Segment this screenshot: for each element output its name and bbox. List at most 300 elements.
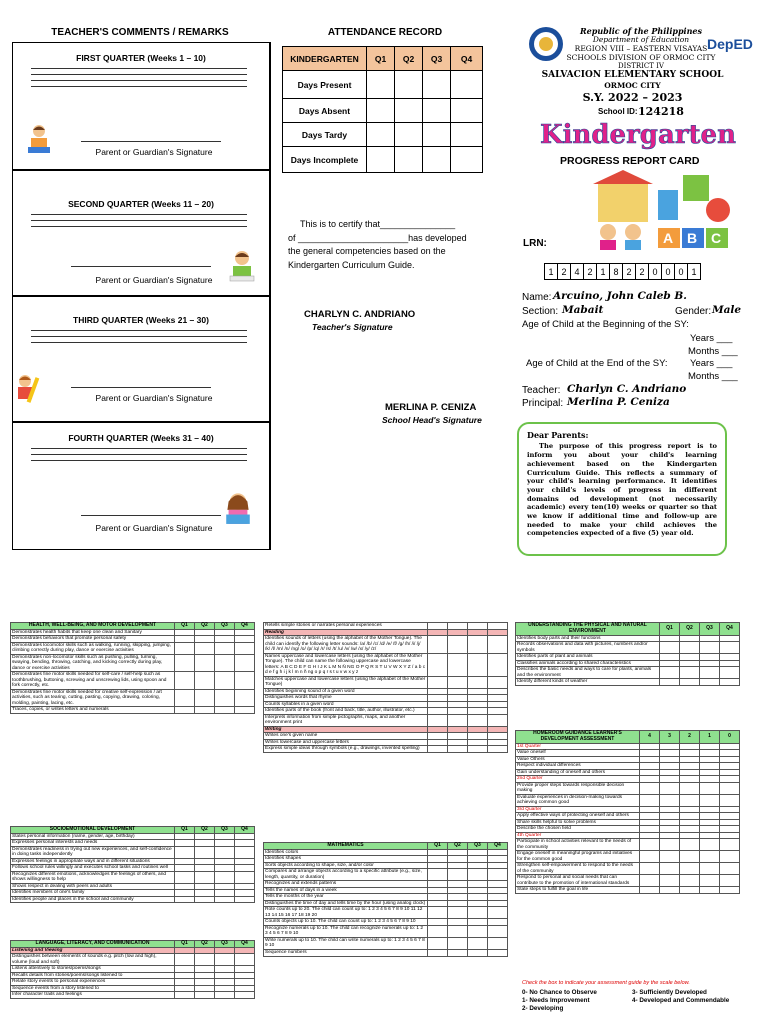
rating-cell[interactable] — [720, 839, 740, 851]
col-header: Q3 — [215, 827, 235, 834]
rating-cell[interactable] — [660, 851, 680, 863]
rating-cell[interactable] — [660, 839, 680, 851]
lrn-digit: 0 — [661, 263, 675, 280]
col-q1: Q1 — [367, 47, 395, 71]
lrn-digit: 0 — [648, 263, 662, 280]
col-header: Q3 — [215, 623, 235, 630]
rating-cell[interactable] — [680, 863, 700, 875]
rating-cell[interactable] — [428, 950, 448, 957]
math-table — [263, 842, 508, 957]
rating-cell[interactable] — [488, 714, 508, 726]
col-header: Q1 — [175, 827, 195, 834]
rating-cell[interactable] — [468, 950, 488, 957]
rating-cell[interactable] — [680, 679, 700, 686]
years-begin: Years ___ — [690, 333, 733, 344]
rating-cell[interactable] — [680, 794, 700, 806]
competency-item: Expresses personal interests and needs — [11, 840, 175, 847]
student-gender: Male — [712, 304, 742, 316]
competency-item: States personal information (name, gender, age, birthday) — [11, 833, 175, 840]
col-header: 2 — [680, 731, 700, 744]
rating-cell[interactable] — [235, 896, 255, 903]
attendance-corner: KINDERGARTEN — [283, 47, 367, 71]
col-header: 1 — [700, 731, 720, 744]
competency-item: Listens attentively to stories/poems/songs — [11, 966, 175, 973]
competency-item: Write numerals up to 10. The child can write numerals up to: 1 2 3 4 5 6 7 8 9 10 — [264, 937, 428, 949]
head-name: MERLINA P. CENIZA — [385, 402, 477, 413]
lrn-digit: 2 — [622, 263, 636, 280]
rating-cell[interactable] — [428, 925, 448, 937]
rating-cell[interactable] — [720, 851, 740, 863]
competency-item: Demonstrates behaviors that promote personal safety — [11, 636, 175, 643]
rating-cell[interactable] — [448, 714, 468, 726]
rating-cell[interactable] — [720, 642, 740, 654]
section-title: HEALTH, WELL-BEING, AND MOTOR DEVELOPMENT — [11, 623, 175, 630]
col-header: Q2 — [448, 843, 468, 850]
deped-seal-icon — [528, 26, 564, 62]
dear-parents-box — [517, 422, 727, 556]
scale-legend — [522, 989, 742, 1012]
rating-cell[interactable] — [215, 992, 235, 999]
competency-item: Value oneself — [516, 750, 640, 757]
principal-value: Merlina P. Ceniza — [567, 396, 670, 408]
competency-item: Identifies shapes — [264, 856, 428, 863]
subsection-label: Listening and Viewing — [11, 947, 175, 954]
rating-cell[interactable] — [700, 839, 720, 851]
col-header: Q2 — [680, 623, 700, 636]
competency-item: Recognizes different emotions, acknowledges the feelings of others, and shows willingness to help — [11, 871, 175, 883]
competency-item: Demonstrates fine motor skills needed for creative self-expression / art activities, such as tearing, cutting, pasting, copying, drawing, coloring, molding, painting, lacing, etc. — [11, 689, 175, 707]
rating-cell[interactable] — [428, 636, 448, 654]
competency-item: Distinguishes words that rhyme — [264, 695, 428, 702]
rating-cell[interactable] — [700, 875, 720, 887]
health-table — [10, 622, 255, 714]
fourth-quarter-box — [12, 422, 271, 550]
quarter-label: 2nd Quarter — [516, 776, 640, 783]
competency-item: Distinguishes the time of day and tells time by the hour (using analog clock) — [264, 900, 428, 907]
rating-cell[interactable] — [640, 863, 660, 875]
competency-item: Engage oneself in meaningful programs and initiatives for the common good — [516, 851, 640, 863]
competency-item: Tells the names of days in a week — [264, 887, 428, 894]
age-begin-label: Age of Child at the Beginning of the SY: — [522, 319, 689, 330]
rating-cell[interactable] — [720, 863, 740, 875]
student-name: Arcuino, John Caleb B. — [553, 290, 687, 302]
rating-cell[interactable] — [448, 950, 468, 957]
col-q2: Q2 — [395, 47, 423, 71]
competency-item: Names uppercase and lowercase letters (using the alphabet of the Mother Tongue). The child can name the following uppercase and lowercase letters: A B C D E F G H I J K L M N Ñ NG O P Q R S T U V W X Y Z / a b c d e f g h i j k l m n ñ ng o p q r s t u v w x y z — [264, 653, 428, 676]
competency-item: State steps to fulfill the goal in life — [516, 887, 640, 894]
col-header: Q4 — [235, 623, 255, 630]
competency-item: Rote counts up to 20. The child can count up to: 1 2 3 4 5 6 7 8 9 10 11 12 13 14 15 16 17 18 19 20 — [264, 907, 428, 919]
competency-item: Distinguishes between elements of sounds e.g. pitch (low and high), volume (loud and soft) — [11, 954, 175, 966]
principal-label: Principal: — [522, 398, 564, 409]
competency-item: Respond to personal and social needs that can contribute to the promotion of international standards — [516, 875, 640, 887]
lrn-digit: 2 — [583, 263, 597, 280]
rating-cell[interactable] — [195, 846, 215, 858]
child-pencil-icon — [13, 373, 41, 407]
competency-item: Counts objects up to 10. The child can count up to: 1 2 3 4 5 6 7 8 9 10 — [264, 919, 428, 926]
teacher-name: CHARLYN C. ANDRIANO — [304, 309, 416, 320]
rating-cell[interactable] — [175, 707, 195, 714]
competency-item: Evaluate experiences in decision-making towards achieving common good — [516, 794, 640, 806]
rating-cell[interactable] — [448, 676, 468, 688]
rating-cell[interactable] — [660, 863, 680, 875]
attendance-table — [282, 46, 483, 173]
school-year: S.Y. 2022 – 2023 — [582, 91, 683, 104]
competency-item: Identifies colors — [264, 849, 428, 856]
rating-cell[interactable] — [640, 794, 660, 806]
rating-cell[interactable] — [468, 714, 488, 726]
gender-label: Gender: — [675, 306, 712, 317]
rating-cell[interactable] — [640, 887, 660, 894]
lrn-label: LRN: — [523, 238, 547, 249]
rating-cell[interactable] — [488, 636, 508, 654]
col-q3: Q3 — [423, 47, 451, 71]
rating-cell[interactable] — [680, 642, 700, 654]
rating-cell[interactable] — [448, 925, 468, 937]
guardian-signature-label: Parent or Guardian's Signature — [95, 147, 213, 157]
rating-cell[interactable] — [448, 937, 468, 949]
rating-cell[interactable] — [175, 871, 195, 883]
competency-item: Value Others — [516, 756, 640, 763]
competency-item: Sequence events from a story listened to — [11, 985, 175, 992]
rating-cell[interactable] — [680, 887, 700, 894]
col-header: Q3 — [700, 623, 720, 636]
quarter-title: FOURTH QUARTER (Weeks 31 – 40) — [68, 433, 214, 443]
competency-item: Classifies animals according to shared characteristics — [516, 660, 660, 667]
lrn-boxes — [545, 263, 701, 280]
rating-cell[interactable] — [700, 887, 720, 894]
rating-cell[interactable] — [428, 714, 448, 726]
competency-item: Identifies parts of the book (front and back, title, author, illustrator, etc.) — [264, 708, 428, 715]
rating-cell[interactable] — [488, 937, 508, 949]
rating-cell[interactable] — [660, 679, 680, 686]
attendance-row: Days Incomplete — [283, 147, 367, 173]
rating-cell[interactable] — [700, 863, 720, 875]
rating-cell[interactable] — [488, 676, 508, 688]
rating-cell[interactable] — [195, 896, 215, 903]
deped-logo: DepED — [707, 36, 753, 52]
rating-cell[interactable] — [195, 672, 215, 690]
rating-cell[interactable] — [195, 689, 215, 707]
progress-report-title: PROGRESS REPORT CARD — [560, 155, 700, 167]
competency-item: Relate story events to personal experiences — [11, 979, 175, 986]
competency-item: Writes lowercase and uppercase letters — [264, 739, 428, 746]
rating-cell[interactable] — [195, 954, 215, 966]
section-title: UNDERSTANDING THE PHYSICAL AND NATURAL ENVIRONMENT — [516, 623, 660, 636]
competency-item: Follows school rules willingly and executes school tasks and routines well — [11, 865, 175, 872]
competency-item: Strengthen self-empowerment to respond to the needs of the community — [516, 863, 640, 875]
rating-cell[interactable] — [720, 782, 740, 794]
rating-cell[interactable] — [720, 679, 740, 686]
district-text: DISTRICT IV — [618, 62, 664, 70]
guardian-signature-label: Parent or Guardian's Signature — [95, 393, 213, 403]
scale-note: Check the box to indicate your assessment guide by the scale below. — [522, 980, 690, 986]
years-end: Years ___ — [690, 358, 733, 369]
guardian-signature-label: Parent or Guardian's Signature — [95, 523, 213, 533]
col-header: Q1 — [175, 623, 195, 630]
rating-cell[interactable] — [700, 794, 720, 806]
quarter-label: 1st Quarter — [516, 743, 640, 750]
rating-cell[interactable] — [428, 907, 448, 919]
teacher-signature-label: Teacher's Signature — [312, 322, 393, 332]
col-header: Q4 — [235, 827, 255, 834]
competency-item: Describes the basic needs and ways to care for plants, animals and the environment — [516, 667, 660, 679]
competency-item: Describe the chosen field — [516, 826, 640, 833]
rating-cell[interactable] — [700, 667, 720, 679]
attendance-row: Days Present — [283, 71, 367, 99]
republic-text: Republic of the Philippines — [579, 26, 702, 36]
rating-cell[interactable] — [488, 907, 508, 919]
rating-cell[interactable] — [700, 642, 720, 654]
rating-cell[interactable] — [700, 851, 720, 863]
rating-cell[interactable] — [195, 992, 215, 999]
col-header: 3 — [660, 731, 680, 744]
rating-cell[interactable] — [175, 896, 195, 903]
rating-cell[interactable] — [468, 937, 488, 949]
competency-item: Identify different kinds of weather — [516, 679, 660, 686]
competency-item: Counts syllables in a given word — [264, 701, 428, 708]
col-header: Q4 — [488, 843, 508, 850]
rating-cell[interactable] — [468, 925, 488, 937]
rating-cell[interactable] — [195, 642, 215, 654]
rating-cell[interactable] — [215, 642, 235, 654]
rating-cell[interactable] — [428, 676, 448, 688]
competency-item: Recognize numerals up to 10. The child can recognize numerals up to: 1 2 3 4 5 6 7 8 9 10 — [264, 925, 428, 937]
rating-cell[interactable] — [488, 950, 508, 957]
competency-item: Identifies parts of plant and animals — [516, 654, 660, 661]
lrn-digit: 8 — [609, 263, 623, 280]
competency-item: Demonstrates health habits that keep one clean and Sanitary — [11, 629, 175, 636]
rating-cell[interactable] — [468, 869, 488, 881]
competency-item: Shows respect in dealing with peers and adults — [11, 883, 175, 890]
age-end-label: Age of Child at the End of the SY: — [526, 358, 668, 369]
name-label: Name: — [522, 292, 552, 303]
child-book-icon — [221, 491, 255, 531]
col-q4: Q4 — [451, 47, 483, 71]
col-header: Q1 — [428, 843, 448, 850]
head-signature-label: School Head's Signature — [382, 415, 482, 425]
rating-cell[interactable] — [235, 672, 255, 690]
rating-cell[interactable] — [428, 746, 448, 753]
second-quarter-box — [12, 170, 271, 296]
rating-cell[interactable] — [175, 689, 195, 707]
quarter-label: 4th Quarter — [516, 832, 640, 839]
rating-cell[interactable] — [720, 667, 740, 679]
competency-item: Express simple ideas through symbols (e.g., drawings, invented spelling) — [264, 746, 428, 753]
col-header: Q3 — [215, 941, 235, 948]
col-header: Q1 — [175, 941, 195, 948]
certify-text: This is to certify that_______________ of ______________________has developed the general competencies based on the Kindergarten Curriculum Guide. — [288, 219, 467, 270]
rating-cell[interactable] — [640, 839, 660, 851]
col-header: 0 — [720, 731, 740, 744]
rating-cell[interactable] — [428, 653, 448, 676]
quarter-title: FIRST QUARTER (Weeks 1 – 10) — [76, 53, 206, 63]
rating-cell[interactable] — [428, 869, 448, 881]
competency-item: Apply effective ways of protecting oneself and others — [516, 813, 640, 820]
rating-cell[interactable] — [468, 676, 488, 688]
col-header: Q3 — [468, 843, 488, 850]
competency-item: Demonstrates non-locomotor skills such as pushing, pulling, turning, swaying, bending, throwing, catching, and kicking correctly during play, dance or exercise activities — [11, 654, 175, 672]
col-header: Q2 — [195, 827, 215, 834]
competency-item: Retells simple stories or narrates personal experiences — [264, 623, 428, 630]
rating-cell[interactable] — [720, 887, 740, 894]
competency-item: Identifies members of one's family — [11, 890, 175, 897]
rating-cell[interactable] — [660, 887, 680, 894]
competency-item: Records observations and data with pictures, numbers and/or symbols — [516, 642, 660, 654]
rating-cell[interactable] — [448, 653, 468, 676]
rating-cell[interactable] — [488, 746, 508, 753]
rating-cell[interactable] — [235, 954, 255, 966]
rating-cell[interactable] — [488, 869, 508, 881]
competency-item: Participate in school activities relevant to the needs of the community — [516, 839, 640, 851]
rating-cell[interactable] — [215, 689, 235, 707]
rating-cell[interactable] — [680, 667, 700, 679]
competency-item: Identifies sounds of letters (using the alphabet of the Mother Tongue). The child can identify the following letter sounds: /a/ /b/ /c/ /d/ /e/ /f/ /g/ /h/ /i/ /j/ /k/ /l/ /m/ /n/ /ng/ /o/ /p/ /q/ /r/ /s/ /t/ /u/ /v/ /w/ /x/ /y/ /z/ — [264, 636, 428, 654]
subsection-label: Reading — [264, 629, 428, 636]
rating-cell[interactable] — [468, 907, 488, 919]
rating-cell[interactable] — [660, 642, 680, 654]
kids-illustration-icon — [588, 170, 734, 252]
rating-cell[interactable] — [448, 636, 468, 654]
svg-text:A: A — [663, 230, 674, 246]
rating-cell[interactable] — [660, 875, 680, 887]
first-quarter-box — [12, 42, 271, 170]
section-title: MATHEMATICS — [264, 843, 428, 850]
col-header: Q2 — [195, 941, 215, 948]
rating-cell[interactable] — [448, 907, 468, 919]
rating-cell[interactable] — [175, 654, 195, 672]
child-reading-icon — [25, 123, 53, 157]
competency-item: Writes one's given name — [264, 733, 428, 740]
rating-cell[interactable] — [468, 746, 488, 753]
rating-cell[interactable] — [488, 925, 508, 937]
scale-item: 3- Sufficiently Developed — [632, 989, 707, 996]
rating-cell[interactable] — [640, 875, 660, 887]
school-city: ORMOC CITY — [604, 81, 661, 90]
competency-item: Identifies body parts and their functions — [516, 635, 660, 642]
rating-cell[interactable] — [680, 839, 700, 851]
svg-text:B: B — [687, 230, 698, 246]
rating-cell[interactable] — [680, 875, 700, 887]
rating-cell[interactable] — [215, 871, 235, 883]
third-quarter-box — [12, 296, 271, 422]
col-header: Q2 — [195, 623, 215, 630]
rating-cell[interactable] — [215, 707, 235, 714]
rating-cell[interactable] — [175, 642, 195, 654]
socio-table — [10, 826, 255, 903]
col-header: 4 — [640, 731, 660, 744]
rating-cell[interactable] — [215, 672, 235, 690]
student-section: Mabait — [562, 304, 604, 316]
competency-item: Recognizes and extends patterns — [264, 881, 428, 888]
rating-cell[interactable] — [468, 636, 488, 654]
rating-cell[interactable] — [660, 794, 680, 806]
rating-cell[interactable] — [235, 846, 255, 858]
competency-item: Traces, copies, or writes letters and numerals — [11, 707, 175, 714]
scale-item: 0- No Chance to Observe — [522, 989, 597, 996]
department-text: Department of Education — [592, 35, 690, 44]
subsection-label: Writing — [264, 726, 428, 733]
scale-item: 4- Developed and Commendable — [632, 997, 730, 1004]
col-header: Q4 — [235, 941, 255, 948]
competency-item: Gain understanding of oneself and others — [516, 769, 640, 776]
section-title: LANGUAGE, LITERACY, AND COMMUNICATION — [11, 941, 175, 948]
rating-cell[interactable] — [195, 871, 215, 883]
rating-cell[interactable] — [215, 846, 235, 858]
competency-item: Sequence numbers — [264, 950, 428, 957]
col-header: Q1 — [660, 623, 680, 636]
lrn-digit: 0 — [674, 263, 688, 280]
rating-cell[interactable] — [235, 689, 255, 707]
rating-cell[interactable] — [428, 937, 448, 949]
rating-cell[interactable] — [660, 667, 680, 679]
rating-cell[interactable] — [175, 992, 195, 999]
quarter-title: THIRD QUARTER (Weeks 21 – 30) — [73, 315, 209, 325]
rating-cell[interactable] — [175, 846, 195, 858]
rating-cell[interactable] — [640, 851, 660, 863]
rating-cell[interactable] — [215, 654, 235, 672]
rating-cell[interactable] — [175, 954, 195, 966]
rating-cell[interactable] — [195, 654, 215, 672]
attendance-row: Days Absent — [283, 99, 367, 123]
lrn-digit: 1 — [544, 263, 558, 280]
rating-cell[interactable] — [720, 875, 740, 887]
competency-item: Tells the months of the year — [264, 894, 428, 901]
rating-cell[interactable] — [175, 672, 195, 690]
competency-item: Infer character traits and feelings — [11, 992, 175, 999]
rating-cell[interactable] — [195, 707, 215, 714]
months-end: Months ___ — [688, 371, 738, 382]
rating-cell[interactable] — [448, 869, 468, 881]
quarter-label: 3rd Quarter — [516, 806, 640, 813]
rating-cell[interactable] — [680, 851, 700, 863]
rating-cell[interactable] — [235, 707, 255, 714]
scale-item: 1- Needs Improvement — [522, 997, 590, 1004]
rating-cell[interactable] — [215, 896, 235, 903]
rating-cell[interactable] — [640, 782, 660, 794]
rating-cell[interactable] — [215, 954, 235, 966]
school-id-label: School ID: — [598, 107, 638, 116]
quarter-title: SECOND QUARTER (Weeks 11 – 20) — [68, 199, 214, 209]
rating-cell[interactable] — [235, 871, 255, 883]
competency-item: Respect individual differences — [516, 763, 640, 770]
section-label: Section: — [522, 306, 559, 317]
lrn-digit: 2 — [557, 263, 571, 280]
col-header: Q4 — [720, 623, 740, 636]
rating-cell[interactable] — [235, 642, 255, 654]
school-id: 124218 — [638, 105, 684, 118]
section-title: HOMEROOM GUIDANCE LEARNER'S DEVELOPMENT ASSESSMENT — [516, 731, 640, 744]
rating-cell[interactable] — [235, 992, 255, 999]
rating-cell[interactable] — [700, 679, 720, 686]
language-table — [10, 940, 255, 999]
rating-cell[interactable] — [700, 782, 720, 794]
rating-cell[interactable] — [448, 746, 468, 753]
rating-cell[interactable] — [488, 653, 508, 676]
rating-cell[interactable] — [468, 653, 488, 676]
scale-item: 2- Developing — [522, 1005, 564, 1012]
attendance-row: Days Tardy — [283, 123, 367, 147]
rating-cell[interactable] — [720, 794, 740, 806]
section-title: SOCIOEMOTIONAL DEVELOPMENT — [11, 827, 175, 834]
kindergarten-title: Kindergarten — [540, 120, 736, 150]
lrn-digit: 1 — [596, 263, 610, 280]
rating-cell[interactable] — [660, 782, 680, 794]
rating-cell[interactable] — [235, 654, 255, 672]
competency-item: Share skills helpful to solve problems — [516, 819, 640, 826]
rating-cell[interactable] — [680, 782, 700, 794]
competency-item: Matches uppercase and lowercase letters (using the alphabet of the Mother Tongue) — [264, 676, 428, 688]
